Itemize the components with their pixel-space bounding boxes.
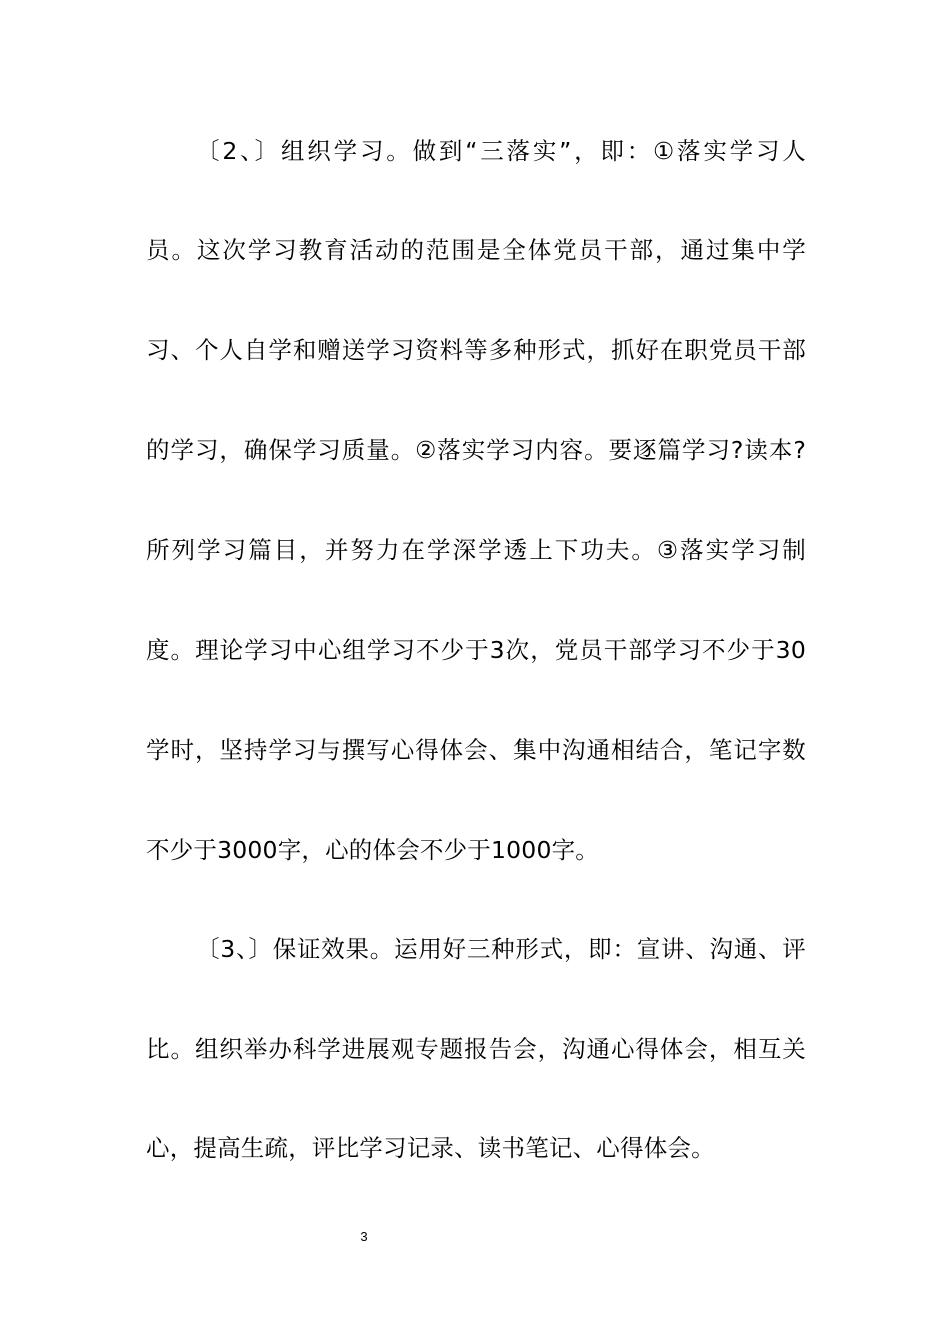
page-number: 3 xyxy=(360,1229,368,1244)
paragraph-3-line-3: 心，提高生疏，评比学习记录、读书笔记、心得体会。 xyxy=(146,1134,715,1162)
paragraph-2-line-3: 习、个人自学和赠送学习资料等多种形式，抓好在职党员干部 xyxy=(146,336,806,364)
paragraph-2-line-5: 所列学习篇目，并努力在学深学透上下功夫。③落实学习制 xyxy=(146,536,806,564)
paragraph-3-line-1: 〔3、〕保证效果。运用好三种形式，即：宣讲、沟通、评 xyxy=(196,935,806,963)
paragraph-2-line-8: 不少于3000字，心的体会不少于1000字。 xyxy=(146,836,600,864)
paragraph-2-line-6: 度。理论学习中心组学习不少于3次，党员干部学习不少于30 xyxy=(146,636,806,664)
paragraph-3-line-2: 比。组织举办科学进展观专题报告会，沟通心得体会，相互关 xyxy=(146,1035,806,1063)
paragraph-2-line-7: 学时，坚持学习与撰写心得体会、集中沟通相结合，笔记字数 xyxy=(146,736,806,764)
paragraph-2-line-4: 的学习，确保学习质量。②落实学习内容。要逐篇学习?读本? xyxy=(146,436,806,464)
paragraph-2-line-1: 〔2、〕组织学习。做到“三落实”，即：①落实学习人 xyxy=(196,137,806,165)
paragraph-2-line-2: 员。这次学习教育活动的范围是全体党员干部，通过集中学 xyxy=(146,236,806,264)
